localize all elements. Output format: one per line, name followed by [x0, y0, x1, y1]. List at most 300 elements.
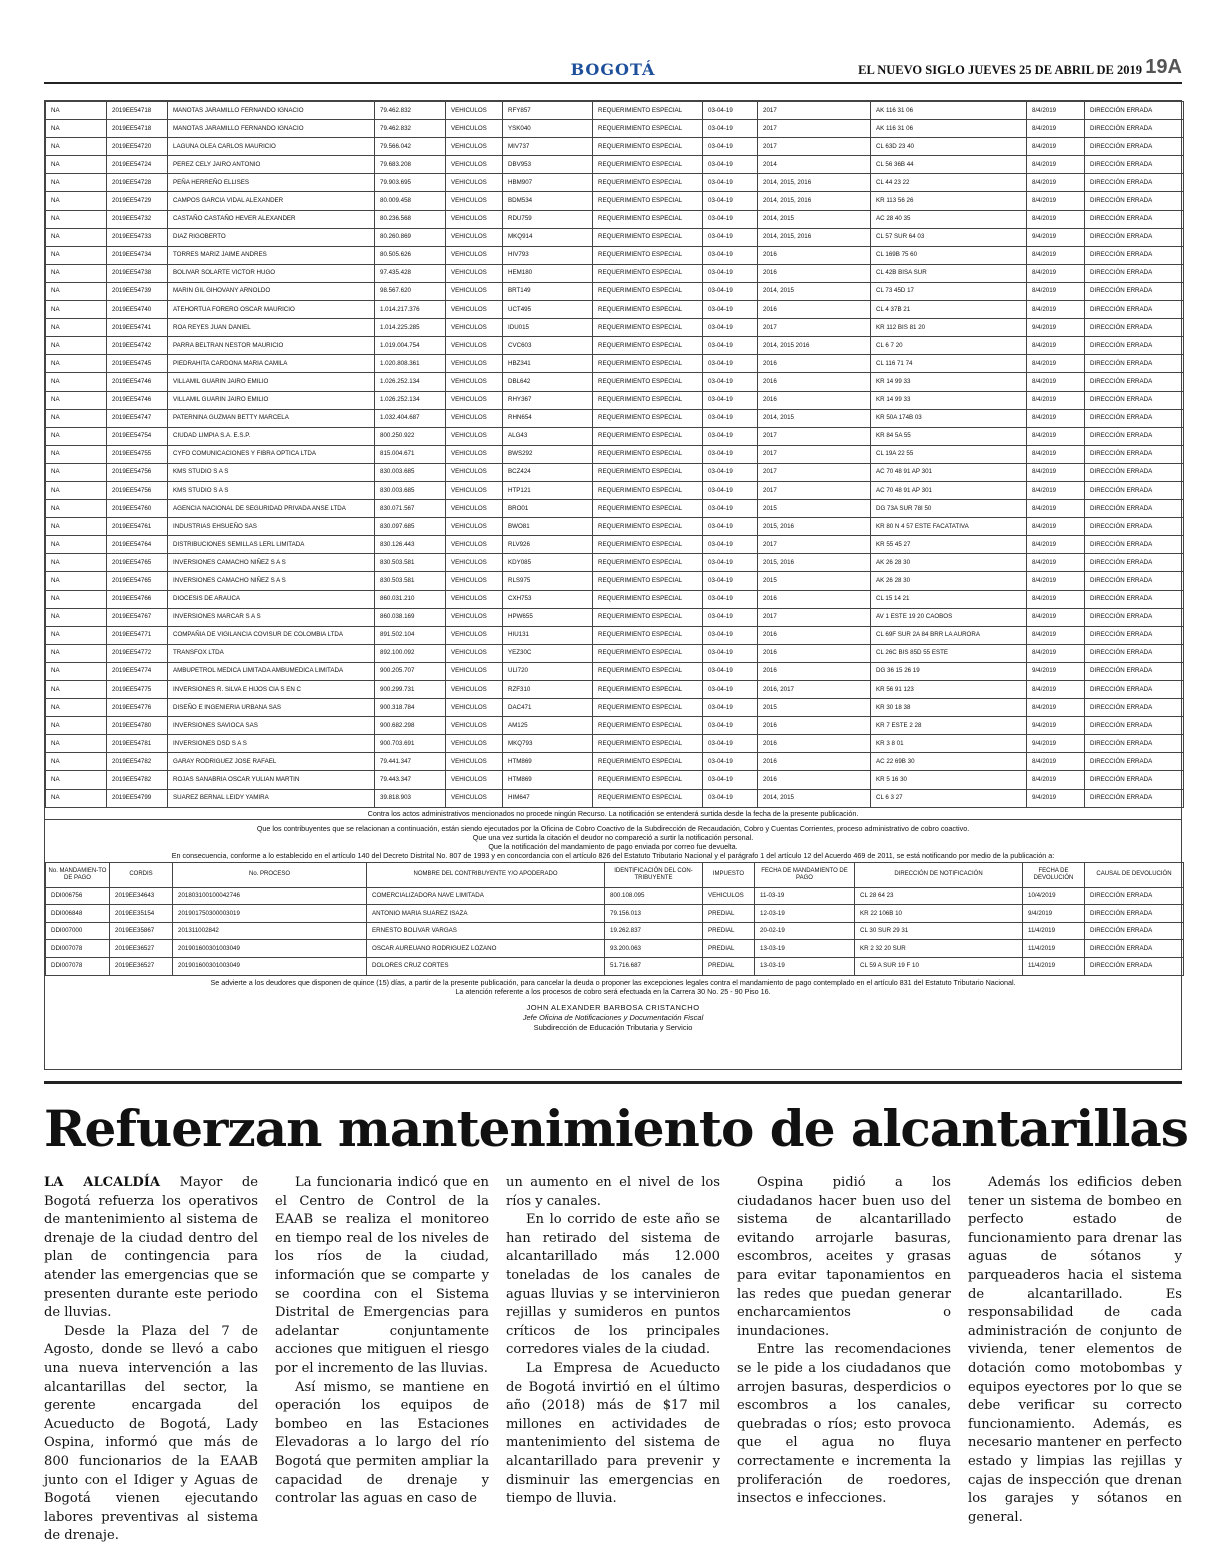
table-cell: KR 22 106B 10 [855, 905, 1023, 923]
table-cell: ULI720 [503, 662, 593, 680]
table-cell: DIOCESIS DE ARAUCA [168, 590, 375, 608]
table-cell: 03-04-19 [703, 246, 758, 264]
table-cell: VEHICULOS [446, 246, 503, 264]
table-cell: 51.716.687 [605, 958, 703, 976]
column-header: CORDIS [110, 862, 173, 887]
table-cell: BRO01 [503, 500, 593, 518]
table-cell: 900.703.691 [375, 735, 446, 753]
table-cell: NA [46, 699, 107, 717]
table-cell: DIRECCIÓN ERRADA [1085, 427, 1184, 445]
table-cell: CL 116 71 74 [871, 355, 1027, 373]
table-cell: 03-04-19 [703, 518, 758, 536]
table-cell: KR 112 BIS 81 20 [871, 319, 1027, 337]
table-cell: OSCAR AUREUANO RODRIGUEZ LOZANO [367, 940, 605, 958]
table-cell: 03-04-19 [703, 373, 758, 391]
table-row [46, 264, 1184, 282]
table-cell: 2014, 2015 [758, 409, 871, 427]
table-cell: KR 50A 174B 03 [871, 409, 1027, 427]
table-cell: PREDIAL [703, 958, 755, 976]
table-cell: INVERSIONES DSD S A S [168, 735, 375, 753]
table-cell: 03-04-19 [703, 264, 758, 282]
table-cell: REQUERIMIENTO ESPECIAL [593, 753, 703, 771]
table-cell: 8/4/2019 [1027, 427, 1085, 445]
table-cell: 03-04-19 [703, 735, 758, 753]
table-cell: CAMPOS GARCIA VIDAL ALEXANDER [168, 192, 375, 210]
table-cell: 79.441.347 [375, 753, 446, 771]
table-cell: 2014, 2015, 2016 [758, 174, 871, 192]
table-cell: REQUERIMIENTO ESPECIAL [593, 536, 703, 554]
table-cell: INVERSIONES CAMACHO NIÑEZ S A S [168, 572, 375, 590]
table-cell: 2016 [758, 246, 871, 264]
table-cell: 2017 [758, 138, 871, 156]
table-cell: 2014, 2015 [758, 210, 871, 228]
table-cell: ROJAS SANABRIA OSCAR YULIAN MARTIN [168, 771, 375, 789]
table-cell: NA [46, 337, 107, 355]
table-cell: CL 30 SUR 29 31 [855, 922, 1023, 940]
table-cell: VEHICULOS [446, 626, 503, 644]
table-cell: 03-04-19 [703, 156, 758, 174]
table-row [46, 958, 1184, 976]
table-cell: DIRECCIÓN ERRADA [1085, 228, 1184, 246]
table-cell: CL 4 37B 21 [871, 301, 1027, 319]
table-cell: 03-04-19 [703, 355, 758, 373]
table-cell: 8/4/2019 [1027, 156, 1085, 174]
table-cell: DIRECCIÓN ERRADA [1085, 735, 1184, 753]
top-rule [44, 82, 1182, 84]
table-cell: PREDIAL [703, 905, 755, 923]
column-header: No. MANDAMIEN-TO DE PAGO [46, 862, 110, 887]
table-cell: 2019EE54747 [107, 409, 168, 427]
table-row [46, 662, 1184, 680]
table-cell: 2016 [758, 301, 871, 319]
notice-line: Que los contribuyentes que se relacionan a continuación, están siendo ejecutados por la Oficina de Cobro Coactivo de la Subdirección de Recaudación, Cobro y Cuentas Corrientes, proceso administrativo de cobro coactivo. [256, 823, 970, 833]
table-cell: 03-04-19 [703, 174, 758, 192]
table-cell: 8/4/2019 [1027, 391, 1085, 409]
table-cell: 2017 [758, 608, 871, 626]
table-row [46, 887, 1184, 905]
table-cell: AC 70 48 91 AP 301 [871, 463, 1027, 481]
table-cell: NA [46, 192, 107, 210]
table-cell: 12-03-19 [755, 905, 855, 923]
table-cell: 03-04-19 [703, 699, 758, 717]
table-row [46, 228, 1184, 246]
table-cell: ALG43 [503, 427, 593, 445]
table-cell: KR 2 32 20 SUR [855, 940, 1023, 958]
table-cell: NA [46, 572, 107, 590]
table-row [46, 373, 1184, 391]
table-cell: KR 84 5A 55 [871, 427, 1027, 445]
table-cell: 8/4/2019 [1027, 337, 1085, 355]
table-cell: 03-04-19 [703, 409, 758, 427]
table-row [46, 337, 1184, 355]
table-cell: 2019EE54746 [107, 391, 168, 409]
article-paragraph [44, 1174, 258, 1323]
table-cell: 9/4/2019 [1027, 717, 1085, 735]
table-cell: CL 15 14 21 [871, 590, 1027, 608]
table-cell: NA [46, 391, 107, 409]
table-cell: NA [46, 626, 107, 644]
table-cell: CL 26C BIS 85D 55 ESTE [871, 644, 1027, 662]
table-cell: REQUERIMIENTO ESPECIAL [593, 608, 703, 626]
table-cell: 8/4/2019 [1027, 481, 1085, 499]
table-cell: CYFO COMUNICACIONES Y FIBRA OPTICA LTDA [168, 445, 375, 463]
table-cell: 03-04-19 [703, 536, 758, 554]
table-cell: CL 19A 22 55 [871, 445, 1027, 463]
table-cell: VILLAMIL GUARIN JAIRO EMILIO [168, 373, 375, 391]
table-cell: 1.026.252.134 [375, 373, 446, 391]
table-cell: 79.566.042 [375, 138, 446, 156]
table-cell: NA [46, 228, 107, 246]
table-cell: DIRECCIÓN ERRADA [1085, 301, 1184, 319]
table-cell: 830.126.443 [375, 536, 446, 554]
column-header: IDENTIFICACIÓN DEL CON-TRIBUYENTE [605, 862, 703, 887]
column-header: NOMBRE DEL CONTRIBUYENTE Y/O APODERADO [367, 862, 605, 887]
table-cell: HPW655 [503, 608, 593, 626]
table-cell: CL 44 23 22 [871, 174, 1027, 192]
table-row [46, 301, 1184, 319]
table-cell: MIV737 [503, 138, 593, 156]
table-row [46, 445, 1184, 463]
table-cell: 900.682.298 [375, 717, 446, 735]
table-cell: AC 22 69B 30 [871, 753, 1027, 771]
table-cell: CL 6 3 27 [871, 789, 1027, 807]
table-cell: 2015 [758, 572, 871, 590]
table-cell: NA [46, 427, 107, 445]
table-cell: REQUERIMIENTO ESPECIAL [593, 373, 703, 391]
table-cell: VEHICULOS [446, 228, 503, 246]
table-cell: 2019EE54782 [107, 753, 168, 771]
table-row [46, 210, 1184, 228]
table-cell: 800.108.095 [605, 887, 703, 905]
table-cell: 2019EE54729 [107, 192, 168, 210]
table-cell: 2014, 2015, 2016 [758, 228, 871, 246]
table-cell: 03-04-19 [703, 120, 758, 138]
table-cell: 03-04-19 [703, 391, 758, 409]
table-cell: DIRECCIÓN ERRADA [1085, 662, 1184, 680]
table-cell: DIRECCIÓN ERRADA [1085, 699, 1184, 717]
page-number: 19A [1145, 56, 1182, 78]
table-cell: 79.462.832 [375, 102, 446, 120]
table-row [46, 699, 1184, 717]
table-cell: VEHICULOS [446, 590, 503, 608]
table-row [46, 753, 1184, 771]
table-cell: 2019EE54718 [107, 102, 168, 120]
table-cell: REQUERIMIENTO ESPECIAL [593, 554, 703, 572]
table-cell: NA [46, 771, 107, 789]
table-cell: INVERSIONES R. SILVA E HIJOS CIA S EN C [168, 681, 375, 699]
table-cell: REQUERIMIENTO ESPECIAL [593, 228, 703, 246]
table-cell: ROA REYES JUAN DANIEL [168, 319, 375, 337]
article-paragraph: un aumento en el nivel de los ríos y canales. [506, 1175, 720, 1209]
table-cell: DIRECCIÓN ERRADA [1085, 518, 1184, 536]
table-cell: VEHICULOS [446, 445, 503, 463]
table-cell: DIRECCIÓN ERRADA [1085, 264, 1184, 282]
table-cell: 2019EE54728 [107, 174, 168, 192]
table-cell: 8/4/2019 [1027, 644, 1085, 662]
table-row [46, 355, 1184, 373]
table-cell: REQUERIMIENTO ESPECIAL [593, 626, 703, 644]
table-cell: 1.014.225.285 [375, 319, 446, 337]
table-cell: VEHICULOS [446, 156, 503, 174]
table-cell: VEHICULOS [446, 120, 503, 138]
table-cell: DIRECCIÓN ERRADA [1085, 391, 1184, 409]
table-cell: 1.032.404.687 [375, 409, 446, 427]
table-cell: 2017 [758, 481, 871, 499]
table-cell: MKQ793 [503, 735, 593, 753]
table-cell: DIRECCIÓN ERRADA [1085, 644, 1184, 662]
table-row [46, 102, 1184, 120]
table-cell: 2019EE54756 [107, 463, 168, 481]
table-cell: NA [46, 409, 107, 427]
table-cell: BWO81 [503, 518, 593, 536]
table-cell: REQUERIMIENTO ESPECIAL [593, 681, 703, 699]
table-cell: DIRECCIÓN ERRADA [1085, 626, 1184, 644]
table-cell: VEHICULOS [446, 662, 503, 680]
table-cell: 2019EE54765 [107, 572, 168, 590]
table-cell: DIRECCIÓN ERRADA [1085, 102, 1184, 120]
table-cell: 2016 [758, 735, 871, 753]
article-lead: LA ALCALDÍA [44, 1175, 161, 1190]
table-cell: INVERSIONES MARCAR S A S [168, 608, 375, 626]
article-paragraph: La funcionaria indicó que en el Centro de Control de la EAAB se realiza el monitoreo en tiempo real de los niveles de los ríos de la ciudad, información que se comparte y se coordina con el Sistema Distrital de Emergencias para adelantar conjuntamente acciones que mitiguen el riesgo por el incremento de las lluvias. [275, 1175, 489, 1376]
table-cell: 8/4/2019 [1027, 463, 1085, 481]
table-row [46, 409, 1184, 427]
table-cell: 03-04-19 [703, 463, 758, 481]
table-cell: 2016 [758, 771, 871, 789]
table-cell: 8/4/2019 [1027, 572, 1085, 590]
table-row [46, 174, 1184, 192]
table-cell: 03-04-19 [703, 789, 758, 807]
table-cell: NA [46, 301, 107, 319]
article-column-3 [506, 1174, 720, 1514]
table-cell: 8/4/2019 [1027, 355, 1085, 373]
table-cell: 2019EE34643 [110, 887, 173, 905]
table-cell: 201311002842 [173, 922, 367, 940]
table-cell: 8/4/2019 [1027, 699, 1085, 717]
table-row [46, 644, 1184, 662]
table-cell: 2019EE54718 [107, 120, 168, 138]
table-cell: DBV953 [503, 156, 593, 174]
table-row [46, 391, 1184, 409]
table-cell: TRANSFOX LTDA [168, 644, 375, 662]
table-cell: 80.505.626 [375, 246, 446, 264]
table-cell: 860.038.169 [375, 608, 446, 626]
table-cell: DOLORES CRUZ CORTES [367, 958, 605, 976]
table-cell: 2019EE54799 [107, 789, 168, 807]
table-cell: DISEÑO E INGENIERIA URBANA SAS [168, 699, 375, 717]
table-cell: LAGUNA OLEA CARLOS MAURICIO [168, 138, 375, 156]
table-cell: REQUERIMIENTO ESPECIAL [593, 210, 703, 228]
table-cell: 2019EE54776 [107, 699, 168, 717]
table-cell: CL 63D 23 40 [871, 138, 1027, 156]
table-cell: REQUERIMIENTO ESPECIAL [593, 717, 703, 735]
table-cell: 11/4/2019 [1023, 922, 1085, 940]
table-cell: 03-04-19 [703, 681, 758, 699]
table-cell: DIRECCIÓN ERRADA [1085, 590, 1184, 608]
table-cell: REQUERIMIENTO ESPECIAL [593, 264, 703, 282]
table-cell: COMERCIALIZADORA NAVE LIMITADA [367, 887, 605, 905]
table-cell: KR 56 91 123 [871, 681, 1027, 699]
table-cell: VEHICULOS [446, 102, 503, 120]
table-cell: AC 28 40 35 [871, 210, 1027, 228]
table-cell: CVC603 [503, 337, 593, 355]
table-cell: 2019EE54760 [107, 500, 168, 518]
table-cell: 2019EE54745 [107, 355, 168, 373]
table-cell: 03-04-19 [703, 753, 758, 771]
table-cell: SUAREZ BERNAL LEIDY YAMIRA [168, 789, 375, 807]
table-cell: KR 3 8 01 [871, 735, 1027, 753]
table-cell: KR 5 16 30 [871, 771, 1027, 789]
table-cell: 1.020.808.361 [375, 355, 446, 373]
table-cell: VEHICULOS [446, 319, 503, 337]
section-name: BOGOTÁ [570, 60, 656, 79]
table-cell: 2019EE54755 [107, 445, 168, 463]
table-cell: NA [46, 282, 107, 300]
table-cell: 1.014.217.376 [375, 301, 446, 319]
table-cell: VEHICULOS [446, 554, 503, 572]
article-column-1 [44, 1174, 258, 1544]
table-cell: DIRECCIÓN ERRADA [1085, 940, 1184, 958]
table-cell: REQUERIMIENTO ESPECIAL [593, 156, 703, 174]
table-cell: NA [46, 445, 107, 463]
table-cell: KMS STUDIO S A S [168, 481, 375, 499]
table-cell: 201901600301003049 [173, 940, 367, 958]
table-cell: REQUERIMIENTO ESPECIAL [593, 192, 703, 210]
table-cell: PATERNINA GUZMAN BETTY MARCELA [168, 409, 375, 427]
table-cell: 2015 [758, 500, 871, 518]
table-cell: 39.818.903 [375, 789, 446, 807]
table-cell: 2019EE54766 [107, 590, 168, 608]
table-cell: VEHICULOS [446, 500, 503, 518]
table-cell: 2019EE35867 [110, 922, 173, 940]
table-cell: INVERSIONES SAVIOCA SAS [168, 717, 375, 735]
table-cell: PIEDRAHITA CARDONA MARIA CAMILA [168, 355, 375, 373]
table-cell: YSK040 [503, 120, 593, 138]
table-cell: MARIN GIL GIHOVANY ARNOLDO [168, 282, 375, 300]
article-body [44, 1174, 1182, 1544]
table-cell: KR 30 18 38 [871, 699, 1027, 717]
table-cell: VEHICULOS [446, 355, 503, 373]
table-cell: YEZ30C [503, 644, 593, 662]
table-cell: HIU131 [503, 626, 593, 644]
table-cell: VILLAMIL GUARIN JAIRO EMILIO [168, 391, 375, 409]
table-cell: 8/4/2019 [1027, 120, 1085, 138]
footer-line: Se advierte a los deudores que disponen de quince (15) días, a partir de la presente publicación, para cancelar la deuda o proponer las excepciones legales contra el mandamiento de pago contemplado en el artículo 831 del Estatuto Tributario Nacional. [210, 977, 1016, 987]
table-cell: REQUERIMIENTO ESPECIAL [593, 246, 703, 264]
table-cell: CL 42B BISA SUR [871, 264, 1027, 282]
table-cell: 80.236.568 [375, 210, 446, 228]
table-cell: AK 26 28 30 [871, 572, 1027, 590]
table-cell: 03-04-19 [703, 771, 758, 789]
table-cell: 9/4/2019 [1027, 662, 1085, 680]
table-row [46, 463, 1184, 481]
table-cell: 8/4/2019 [1027, 771, 1085, 789]
table-cell: 2019EE54774 [107, 662, 168, 680]
table-cell: 8/4/2019 [1027, 192, 1085, 210]
table-cell: DDI006756 [46, 887, 110, 905]
table-cell: 2019EE54746 [107, 373, 168, 391]
table-cell: 9/4/2019 [1027, 735, 1085, 753]
table-cell: 2019EE54756 [107, 481, 168, 499]
table-cell: RHN654 [503, 409, 593, 427]
table-cell: 830.503.581 [375, 572, 446, 590]
table-cell: 93.200.063 [605, 940, 703, 958]
table-cell: 03-04-19 [703, 337, 758, 355]
table-row [46, 192, 1184, 210]
table-cell: AK 116 31 06 [871, 120, 1027, 138]
table-cell: DIRECCIÓN ERRADA [1085, 536, 1184, 554]
table-cell: 2019EE54742 [107, 337, 168, 355]
table-cell: AK 116 31 06 [871, 102, 1027, 120]
table-cell: DIRECCIÓN ERRADA [1085, 789, 1184, 807]
table-cell: DIRECCIÓN ERRADA [1085, 355, 1184, 373]
article-paragraph: Ospina pidió a los ciudadanos hacer buen uso del sistema de alcantarillado evitando arrojarle basuras, escombros, aceites y grasas para evitar taponamientos en las redes que puedan generar encharcamientos o inundaciones. [737, 1175, 951, 1339]
table-cell: 2017 [758, 463, 871, 481]
table-cell: NA [46, 717, 107, 735]
table-cell: 03-04-19 [703, 301, 758, 319]
table-cell: 8/4/2019 [1027, 409, 1085, 427]
table-cell: 830.097.685 [375, 518, 446, 536]
table-cell: 2015, 2016 [758, 554, 871, 572]
table-row [46, 681, 1184, 699]
article-column-5 [968, 1174, 1182, 1525]
article-headline: Refuerzan mantenimiento de alcantarillas [44, 1099, 1188, 1158]
table-cell: 2016 [758, 355, 871, 373]
table-cell: 2019EE54733 [107, 228, 168, 246]
table-row [46, 572, 1184, 590]
table-cell: 2016 [758, 626, 871, 644]
table-cell: DG 36 15 26 19 [871, 662, 1027, 680]
table-cell: 03-04-19 [703, 427, 758, 445]
table-cell: 201901750300003019 [173, 905, 367, 923]
table-cell: 2019EE36527 [110, 958, 173, 976]
table-cell: 03-04-19 [703, 590, 758, 608]
table-header-row [46, 862, 1184, 887]
table-cell: 8/4/2019 [1027, 500, 1085, 518]
table-cell: 830.003.685 [375, 463, 446, 481]
table-cell: REQUERIMIENTO ESPECIAL [593, 699, 703, 717]
table-cell: 11-03-19 [755, 887, 855, 905]
table-cell: DIRECCIÓN ERRADA [1085, 905, 1184, 923]
table-cell: NA [46, 536, 107, 554]
table-cell: NA [46, 662, 107, 680]
table-cell: KR 55 45 27 [871, 536, 1027, 554]
table-cell: KR 80 N 4 57 ESTE FACATATIVA [871, 518, 1027, 536]
table-cell: VEHICULOS [446, 373, 503, 391]
column-header: No. PROCESO [173, 862, 367, 887]
table-cell: 2019EE54761 [107, 518, 168, 536]
table-cell: VEHICULOS [446, 699, 503, 717]
table-cell: REQUERIMIENTO ESPECIAL [593, 500, 703, 518]
table-row [46, 717, 1184, 735]
table-cell: BWS292 [503, 445, 593, 463]
table-cell: DIRECCIÓN ERRADA [1085, 445, 1184, 463]
table-cell: HEM180 [503, 264, 593, 282]
table-cell: 79.156.013 [605, 905, 703, 923]
table-cell: 8/4/2019 [1027, 282, 1085, 300]
table-cell: 2019EE54740 [107, 301, 168, 319]
table-cell: 8/4/2019 [1027, 554, 1085, 572]
table-row [46, 626, 1184, 644]
table-cell: 9/4/2019 [1027, 228, 1085, 246]
table-cell: NA [46, 735, 107, 753]
table-cell: VEHICULOS [446, 644, 503, 662]
table-cell: NA [46, 481, 107, 499]
table-cell: 2016 [758, 391, 871, 409]
table-row [46, 940, 1184, 958]
table-cell: DIRECCIÓN ERRADA [1085, 572, 1184, 590]
table-cell: 2019EE54724 [107, 156, 168, 174]
